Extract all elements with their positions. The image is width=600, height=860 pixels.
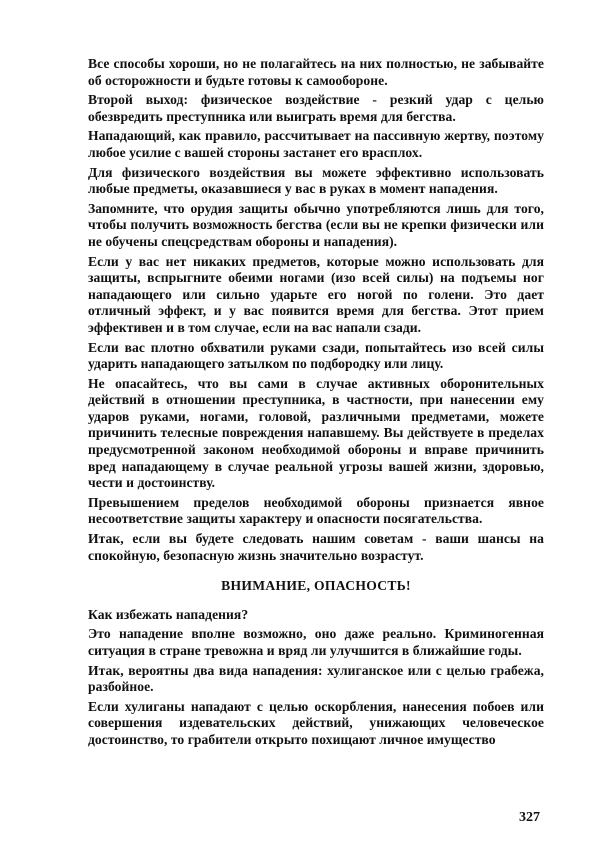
subheading: Как избежать нападения? xyxy=(88,606,249,622)
section-heading: ВНИМАНИЕ, ОПАСНОСТЬ! xyxy=(221,578,411,594)
paragraph: Не опасайтесь, что вы сами в случае активных оборонительных действий в отношении преступника, в частности, при нанесении ему ударов руками, ногами, головой, различными предметами, можете причинить телесные повреждения напавшему. Вы действуете в пределах предусмотренной законом необходимой обороны и вправе причинить вред нападающему в случае реальной угрозы вашей жизни, здоровью, чести и достоинству. xyxy=(88,375,544,491)
page-text xyxy=(88,56,544,752)
paragraph: Для физического воздействия вы можете эффективно использовать любые предметы, оказавшиеся у вас в руках в момент нападения. xyxy=(88,164,544,197)
paragraph: Превышением пределов необходимой обороны признается явное несоответствие защиты характеру и опасности посягательства. xyxy=(88,494,544,527)
paragraph: Если хулиганы нападают с целью оскорбления, нанесения побоев или совершения издевательских действий, унижающих человеческое достоинство, то грабители открыто похищают личное имущество xyxy=(88,698,544,747)
paragraph: Если вас плотно обхватили руками сзади, попытайтесь изо всей силы ударить нападающего затылком по подбородку или лицу. xyxy=(88,339,544,372)
paragraph: Второй выход: физическое воздействие - резкий удар с целью обезвредить преступника или выиграть время для бегства. xyxy=(88,92,544,124)
paragraph: Это нападение вполне возможно, оно даже реально. Криминогенная ситуация в стране тревожна и вряд ли улучшится в ближайшие годы. xyxy=(88,626,544,658)
paragraph: Если у вас нет никаких предметов, которые можно использовать для защиты, вспрыгните обеими ногами (изо всей силы) на подъемы ног нападающего или сильно ударьте его ногой по голени. Это дает отличный эффект, и у вас появится время для бегства. Этот прием эффективен и в том случае, если на вас напали сзади. xyxy=(88,253,544,335)
page-number: 327 xyxy=(519,810,540,825)
paragraph: Нападающий, как правило, рассчитывает на пассивную жертву, поэтому любое усилие с вашей стороны застанет его врасплох. xyxy=(88,128,544,160)
paragraph: Итак, если вы будете следовать нашим советам - ваши шансы на спокойную, безопасную жизнь значительно возрастут. xyxy=(88,531,544,563)
paragraph: Итак, вероятны два вида нападения: хулиганское или с целью грабежа, разбойное. xyxy=(88,662,544,695)
paragraph: Все способы хороши, но не полагайтесь на них полностью, не забывайте об осторожности и будьте готовы к самообороне. xyxy=(88,56,544,88)
paragraph: Запомните, что орудия защиты обычно употребляются лишь для того, чтобы получить возможность бегства (если вы не крепки физически или не обучены спецсредствам обороны и нападения). xyxy=(88,200,544,249)
